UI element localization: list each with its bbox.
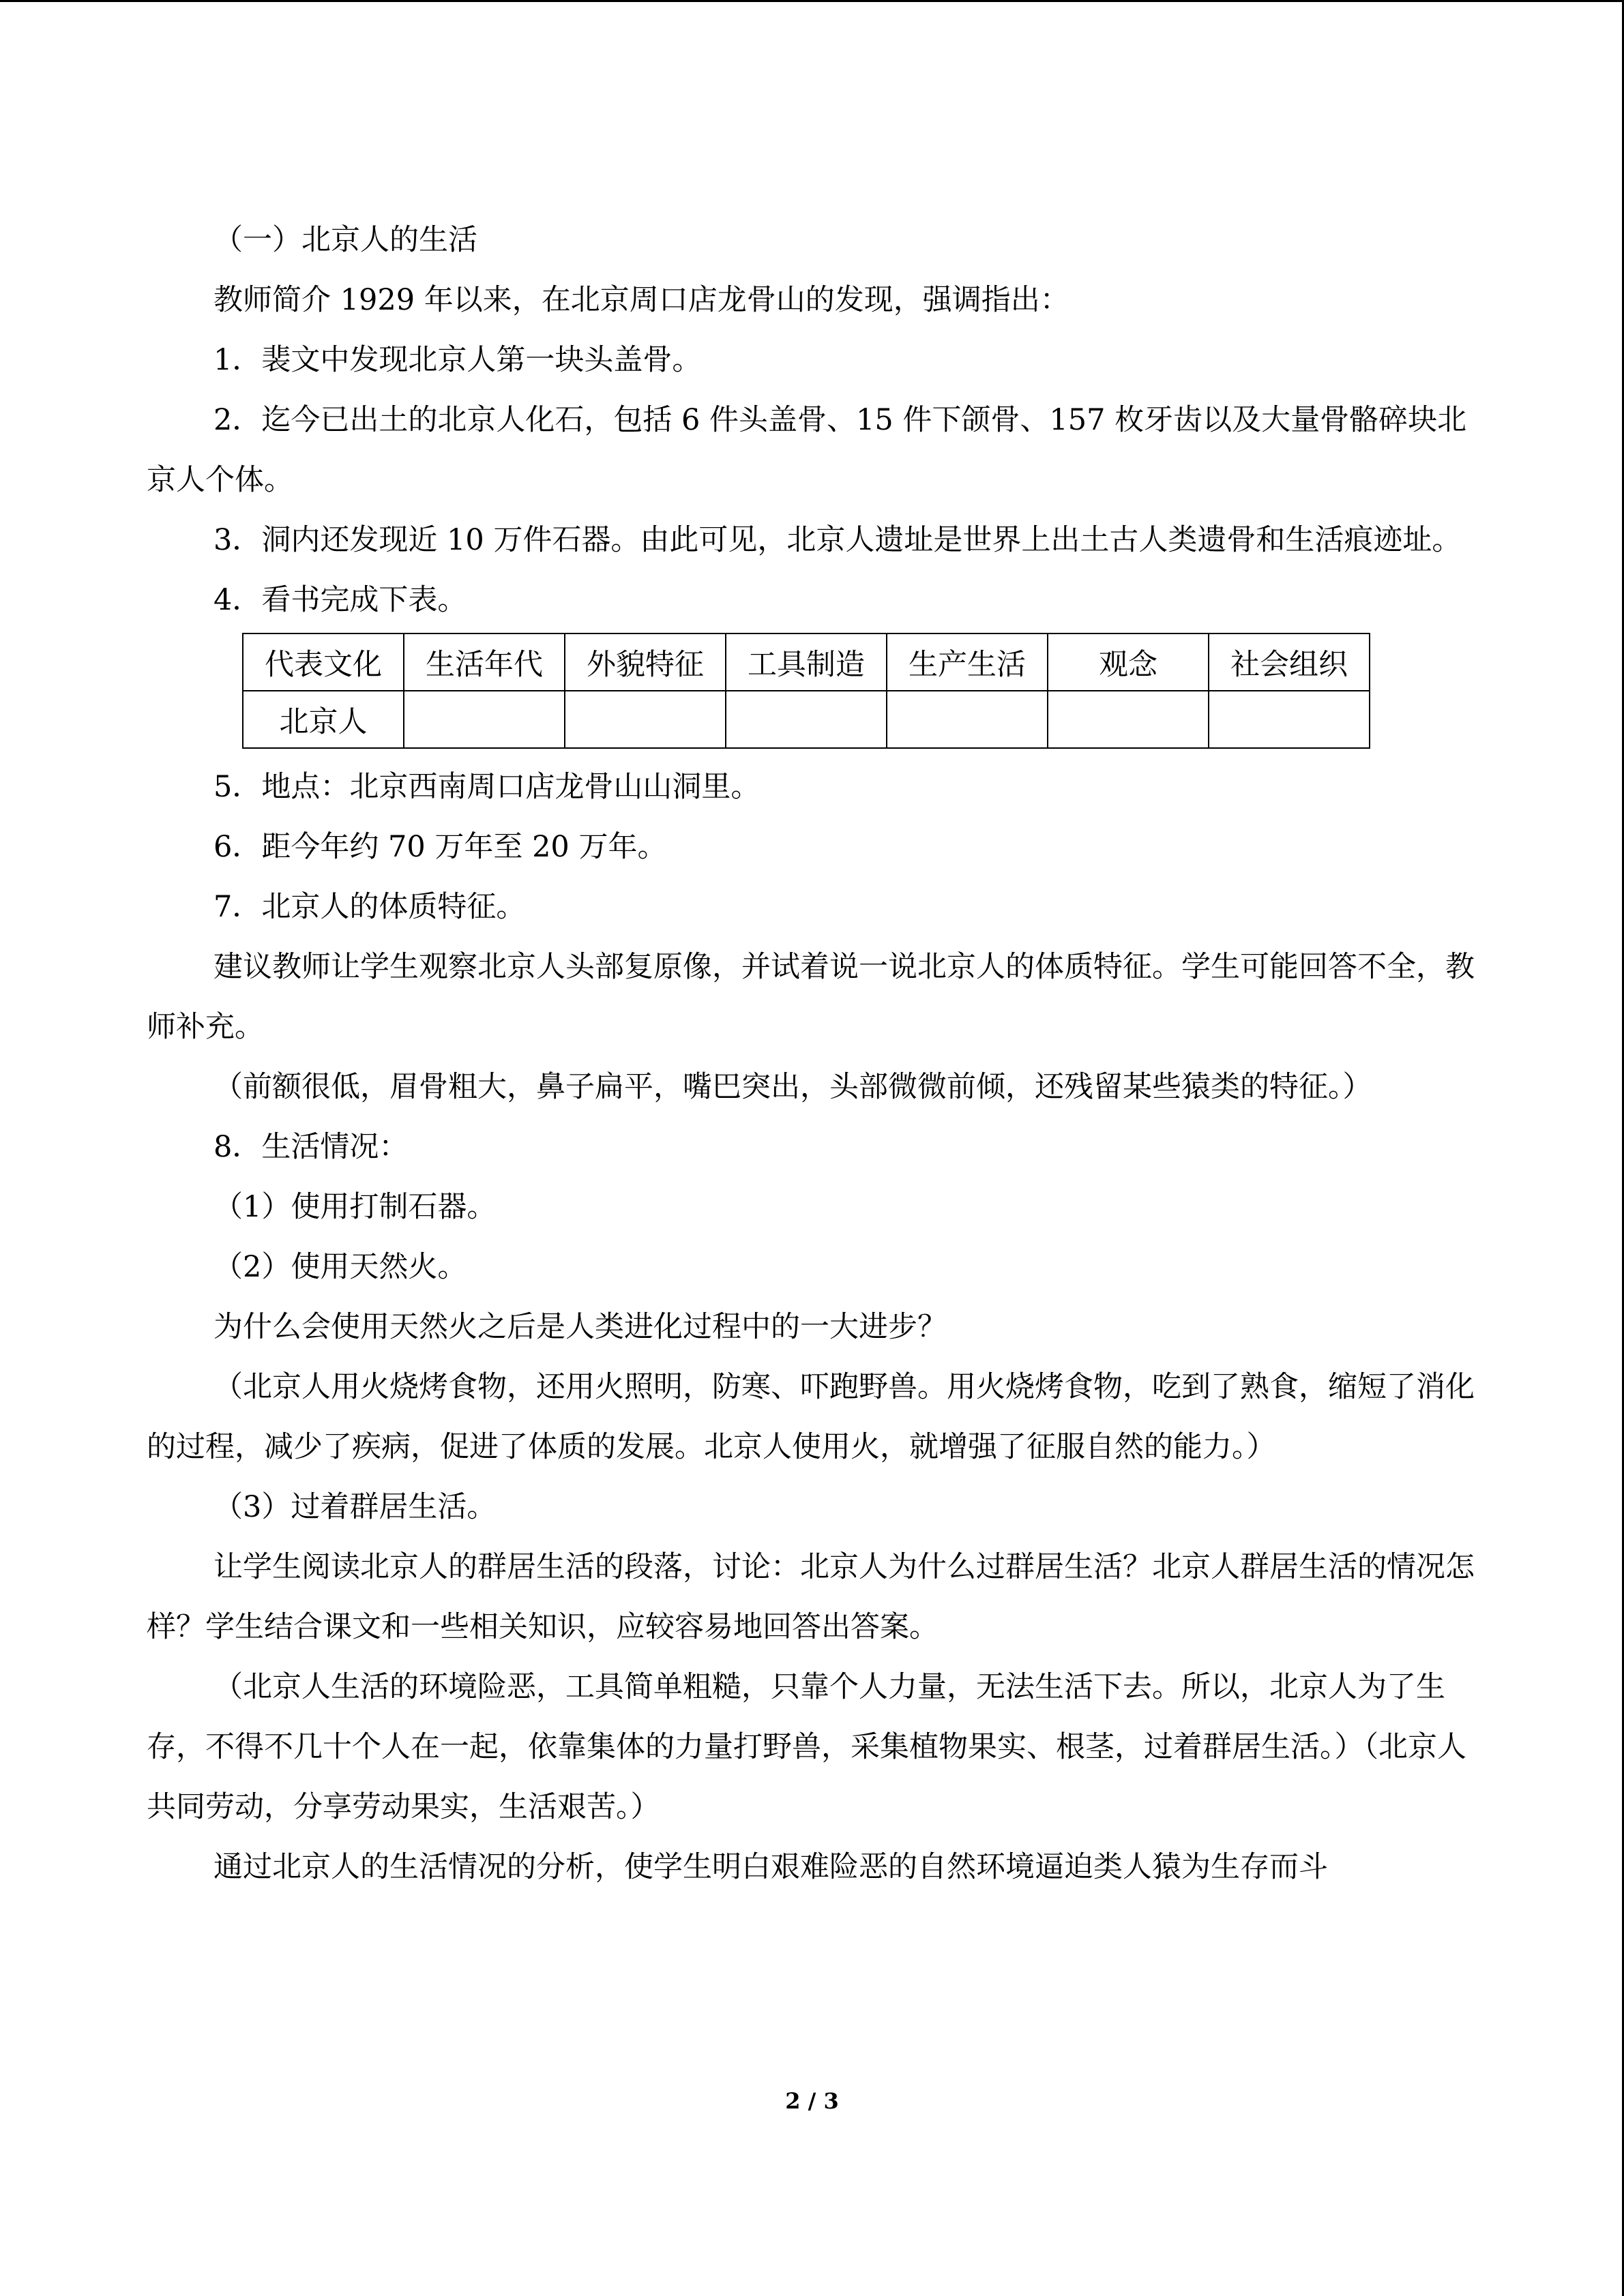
table-header-cell: 外貌特征 bbox=[565, 633, 726, 691]
point-4: 4．看书完成下表。 bbox=[213, 583, 467, 617]
page-top-border bbox=[0, 0, 1624, 2]
group-question: 让学生阅读北京人的群居生活的段落，讨论：北京人为什么过群居生活？北京人群居生活的情况怎样？学生结合课文和一些相关知识，应较容易地回答出答案。 bbox=[147, 1550, 1475, 1644]
point-7: 7．北京人的体质特征。 bbox=[213, 890, 526, 924]
table-header-cell: 生产生活 bbox=[887, 633, 1048, 691]
table-header-cell: 观念 bbox=[1048, 633, 1209, 691]
table-cell bbox=[1209, 691, 1370, 748]
table-row bbox=[243, 691, 1370, 748]
point-2: 2．迄今已出土的北京人化石，包括 6 件头盖骨、15 件下颌骨、157 枚牙齿以及大量骨骼碎块北京人个体。 bbox=[147, 403, 1467, 497]
table-header-cell: 工具制造 bbox=[726, 633, 887, 691]
group-item: （3）过着群居生活。 bbox=[213, 1490, 497, 1524]
table-header-cell: 生活年代 bbox=[404, 633, 565, 691]
table-header-row bbox=[243, 633, 1370, 691]
closing-paragraph: 通过北京人的生活情况的分析，使学生明白艰难险恶的自然环境逼迫类人猿为生存而斗 bbox=[213, 1850, 1328, 1884]
features-answer: （前额很低，眉骨粗大，鼻子扁平，嘴巴突出，头部微微前倾，还残留某些猿类的特征。） bbox=[213, 1070, 1372, 1104]
section-title: （一）北京人的生活 bbox=[213, 223, 477, 257]
point-1: 1．裴文中发现北京人第一块头盖骨。 bbox=[213, 343, 702, 377]
life-title: 8．生活情况： bbox=[213, 1130, 409, 1164]
fire-question: 为什么会使用天然火之后是人类进化过程中的一大进步？ bbox=[213, 1310, 947, 1344]
table-header-cell: 代表文化 bbox=[243, 633, 404, 691]
suggestion-paragraph: 建议教师让学生观察北京人头部复原像，并试着说一说北京人的体质特征。学生可能回答不全，教师补充。 bbox=[147, 950, 1475, 1044]
document-body bbox=[147, 210, 1477, 1897]
table-header-cell: 社会组织 bbox=[1209, 633, 1370, 691]
table-cell bbox=[565, 691, 726, 748]
life-item-2: （2）使用天然火。 bbox=[213, 1250, 467, 1284]
table-cell bbox=[1048, 691, 1209, 748]
page-number: 2 / 3 bbox=[785, 2088, 839, 2114]
culture-table bbox=[242, 633, 1370, 749]
culture-table-wrapper bbox=[242, 633, 1477, 749]
table-cell: 北京人 bbox=[243, 691, 404, 748]
point-5: 5．地点：北京西南周口店龙骨山山洞里。 bbox=[213, 770, 761, 804]
table-cell bbox=[887, 691, 1048, 748]
table-cell bbox=[726, 691, 887, 748]
point-6: 6．距今年约 70 万年至 20 万年。 bbox=[213, 830, 667, 864]
table-cell bbox=[404, 691, 565, 748]
point-3: 3．洞内还发现近 10 万件石器。由此可见，北京人遗址是世界上出土古人类遗骨和生活痕迹址。 bbox=[213, 523, 1462, 557]
life-item-1: （1）使用打制石器。 bbox=[213, 1190, 497, 1224]
group-answer: （北京人生活的环境险恶，工具简单粗糙，只靠个人力量，无法生活下去。所以，北京人为了生存，不得不几十个人在一起，依靠集体的力量打野兽，采集植物果实、根茎，过着群居生活。）（北京人共同劳动，分享劳动果实，生活艰苦。） bbox=[147, 1670, 1466, 1824]
fire-answer: （北京人用火烧烤食物，还用火照明，防寒、吓跑野兽。用火烧烤食物，吃到了熟食，缩短了消化的过程，减少了疾病，促进了体质的发展。北京人使用火，就增强了征服自然的能力。） bbox=[147, 1370, 1475, 1464]
intro-paragraph: 教师简介 1929 年以来，在北京周口店龙骨山的发现，强调指出： bbox=[213, 283, 1069, 317]
